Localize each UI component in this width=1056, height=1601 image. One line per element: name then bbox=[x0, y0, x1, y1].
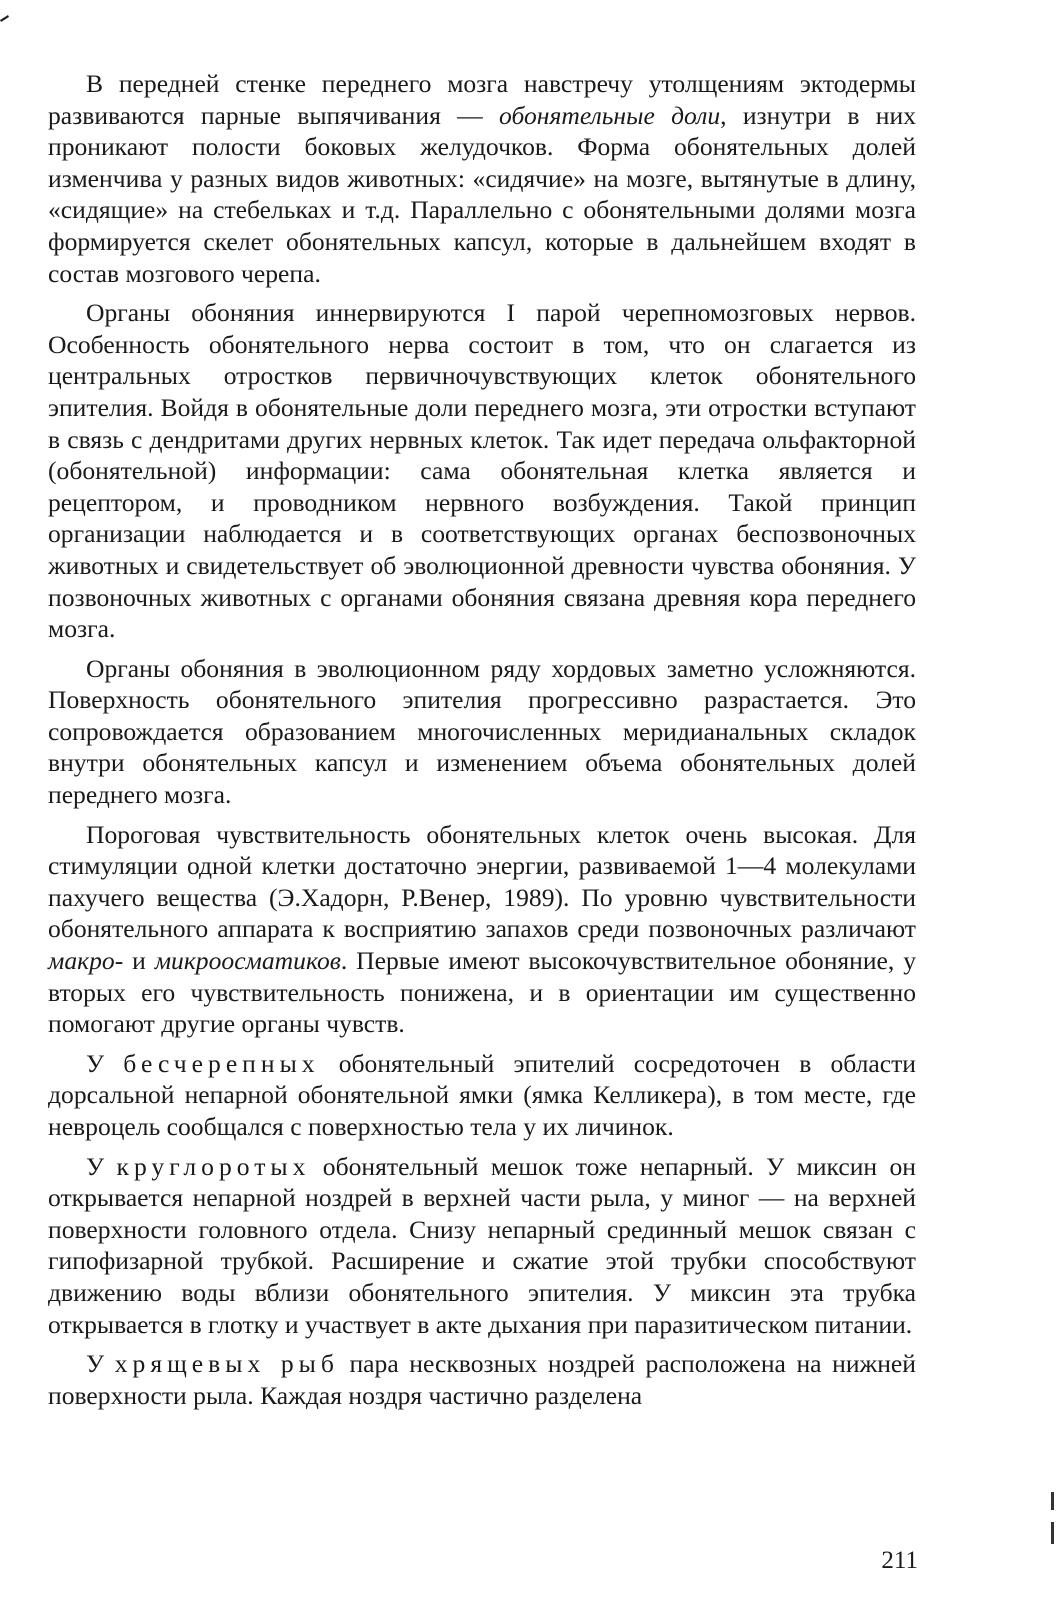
spaced-term: бесчерепных bbox=[123, 1048, 320, 1078]
text-run: , изнутри в них проникают полости боковых желудочков. Форма обонятельных долей изменчива у разных видов животных: «сидячие» на мозге, вытянутые в длину, «сидящие» на стебельках и т.д. Параллельно с обонятельными долями мозга формируется скелет обонятельных капсул, которые в дальнейшем входят в состав мозгового черепа. bbox=[48, 100, 916, 288]
text-run: Пороговая чувствительность обонятельных клеток очень высокая. Для стимуляции одной клетки достаточно энергии, развиваемой 1—4 молекулами пахучего вещества (Э.Хадорн, Р.Венер, 1989). По уровню чувствительности обонятельного аппарата к восприятию запахов среди позвоночных различают bbox=[48, 819, 916, 944]
paragraph bbox=[48, 1151, 916, 1341]
scan-artifact-edge bbox=[1051, 1522, 1054, 1544]
scan-artifact-mark bbox=[0, 14, 10, 24]
spaced-term: хрящевых рыб bbox=[114, 1349, 339, 1379]
page-body bbox=[48, 68, 916, 1419]
paragraph bbox=[48, 653, 916, 811]
text-run: обонятельный мешок тоже непарный. У миксин он открывается непарной ноздрей в верхней части рыла, у миног — на верхней поверхности головного отдела. Снизу непарный срединный мешок связан с гипофизарной трубкой. Расширение и сжатие этой трубки способствуют движению воды вблизи обонятельного эпителия. У миксин эта трубка открывается в глотку и участвует в акте дыхания при паразитическом питании. bbox=[48, 1151, 916, 1339]
paragraph bbox=[48, 297, 916, 645]
text-run: Органы обоняния в эволюционном ряду хордовых заметно усложняются. Поверхность обонятельного эпителия прогрессивно разрастается. Это сопровождается образованием многочисленных меридианальных складок внутри обонятельных капсул и изменением объема обонятельных долей переднего мозга. bbox=[48, 653, 916, 810]
text-run: У bbox=[86, 1349, 115, 1379]
italic-term: макро- bbox=[48, 946, 124, 976]
paragraph bbox=[48, 68, 916, 289]
text-run: пара несквозных ноздрей расположена на нижней поверхности рыла. Каждая ноздря частично разделена bbox=[48, 1349, 916, 1410]
italic-term: обонятельные доли bbox=[499, 100, 721, 130]
paragraph bbox=[48, 1348, 916, 1411]
text-run: обонятельный эпителий сосредоточен в области дорсальной непарной обонятельной ямки (ямка Келликера), в том месте, где невроцель сообщался с поверхностью тела у их личинок. bbox=[48, 1048, 916, 1141]
text-run: У bbox=[86, 1151, 117, 1181]
page-number: 211 bbox=[881, 1547, 918, 1574]
spaced-term: круглоротых bbox=[116, 1151, 311, 1181]
scan-artifact-edge bbox=[1051, 1492, 1054, 1510]
paragraph bbox=[48, 819, 916, 1040]
text-run: и bbox=[123, 946, 155, 976]
text-run: В передней стенке переднего мозга навстречу утолщениям эктодермы развиваются парные выпячивания — bbox=[48, 69, 916, 130]
text-run: У bbox=[86, 1048, 124, 1078]
text-run: Органы обоняния иннервируются I парой черепномозговых нервов. Особенность обонятельного нерва состоит в том, что он слагается из центральных отростков первичночувствующих клеток обонятельного эпителия. Войдя в обонятельные доли переднего мозга, эти отростки вступают в связь с дендритами других нервных клеток. Так идет передача ольфакторной (обонятельной) информации: сама обонятельная клетка является и рецептором, и проводником нервного возбуждения. Такой принцип организации наблюдается и в соответствующих органах беспозвоночных животных и свидетельствует об эволюционной древности чувства обоняния. У позвоночных животных с органами обоняния связана древняя кора переднего мозга. bbox=[48, 298, 916, 644]
paragraph bbox=[48, 1048, 916, 1143]
italic-term: микроосматиков bbox=[154, 946, 341, 976]
text-run: . Первые имеют высокочувствительное обоняние, у вторых его чувствительность понижена, и в ориентации им существенно помогают другие органы чувств. bbox=[48, 946, 916, 1039]
